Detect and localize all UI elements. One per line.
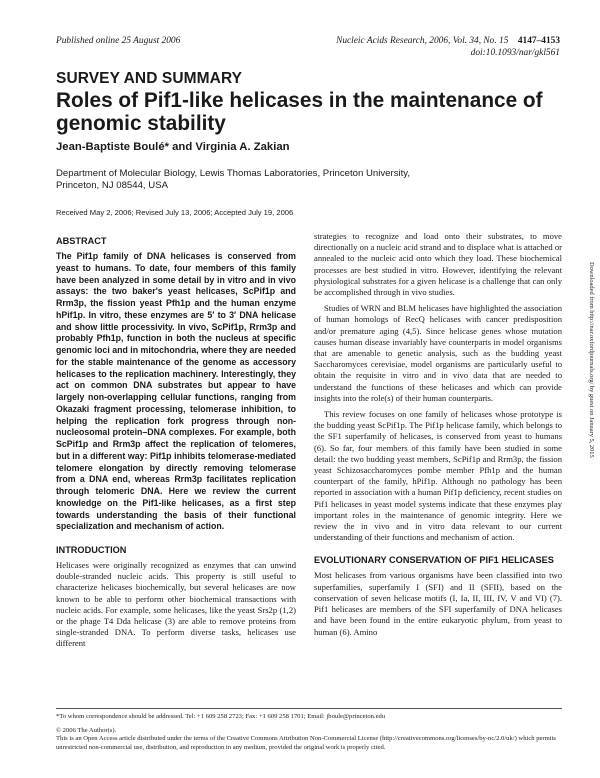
footnote-rule [56, 708, 562, 709]
body-paragraph: Studies of WRN and BLM helicases have highlighted the association of human homologs of RecQ helicases with cancer predisposition and/or premature aging (4,5). Since helicase genes whose mutation causes human disease invariably have counterparts in model organisms that are amenable to genetic analysis, such as the budding yeast Saccharomyces cerevisiae, model organisms are particularly useful to obtain the requisite in vitro and in vivo data that are needed to understand the functions of these helicases and which can provide insights into the role(s) of their human counterparts. [314, 303, 562, 403]
body-paragraph: strategies to recognize and load onto their substrates, to move directionally on a nucleic acid strand and to displace what is attached or annealed to the nucleic acid onto which they load. These biochemical processes are best studied in vitro. However, identifying the relevant physiological substrates for a given helicase is a challenge that can only be accomplished through in vivo studies. [314, 231, 562, 298]
evolution-heading: EVOLUTIONARY CONSERVATION OF PIF1 HELICASES [314, 555, 554, 566]
body-paragraph: Most helicases from various organisms have been classified into two superfamilies, superfamily I (SFI) and II (SFII), based on the conservation of seven helicase motifs (I, Ia, II, III, IV, V and VI) (7). Pif1 helicases are members of the SFI superfamily of DNA helicases and have been found in the entire eukaryotic phylum, from yeast to human (6). Amino [314, 570, 562, 637]
page-range: 4147–4153 [517, 36, 560, 46]
body-paragraph: This review focuses on one family of helicases whose prototype is the budding yeast ScPif1p. The Pif1p helicase family, which belongs to the SF1 superfamily of helicases, is conserved from yeast to humans (6). So far, four members of this family have been studied in some detail: the two budding yeast members, ScPif1p and Rrm3p, the fission yeast Schizosaccharomyces pombe member Pfh1p and the human counterpart of the family, hPif1p. Although no pathology has been reported in association with a human Pif1p deficiency, recent studies on Pif1 helicases in yeast model systems indicate that these enzymes play important roles in the maintenance of genomic integrity. Here we review the in vivo and in vitro data relevant to our current understanding of their functions and mechanism of action. [314, 409, 562, 543]
published-date: Published online 25 August 2006 [56, 36, 181, 46]
received-dates: Received May 2, 2006; Revised July 13, 2006; Accepted July 19, 2006 [56, 208, 294, 217]
journal-header [336, 36, 560, 59]
abstract-text: The Pif1p family of DNA helicases is conserved from yeast to humans. To date, four members of this family have been analyzed in some detail by in vitro and in vivo assays: the two baker's yeast helicases, ScPif1p and Rrm3p, the fission yeast Pfh1p and the human enzyme hPif1p. In vitro, these enzymes are 5′ to 3′ DNA helicase and show little processivity. In vivo, ScPif1p, Rrm3p and probably Pfh1p, function in both the nucleus at specific genomic loci and in mitochondria, where they are needed for the stable maintenance of the genome as accessory helicases to the replication machinery. Interestingly, they act on common DNA substrates but appear to have largely non-overlapping cellular functions, ranging from Okazaki fragment processing, telomerase inhibition, to helping the replication fork progress through non-nucleosomal protein–DNA complexes. For example, both ScPif1p and Rrm3p affect the replication of telomeres, but in a different way: Pif1p inhibits telomerase-mediated telomere elongation by directly removing telomerase from a DNA end, whereas Rrm3p facilitates replication through telomeric DNA. Here we review the current knowledge on the Pif1-like helicases, as a first step towards understanding the basis of their functional specialization and mechanism of action. [56, 251, 297, 532]
section-tag: SURVEY AND SUMMARY [56, 70, 243, 87]
copyright-note: © 2006 The Author(s). [56, 726, 117, 734]
introduction-text: Helicases were originally recognized as enzymes that can unwind double-stranded nucleic acids. This property is still useful to characterize helicases biochemically, but several helicases are now known to be able to perform other biochemical transactions with nucleic acids. For example, some helicases, like the yeast Srs2p (1,2) or the phage T4 Dda helicase (3) are able to remove proteins from single-stranded DNA. To perform diverse tasks, helicases use different [56, 560, 296, 649]
introduction-heading: INTRODUCTION [56, 545, 127, 555]
author-list: Jean-Baptiste Boulé* and Virginia A. Zakian [56, 141, 290, 153]
footnotes [56, 713, 562, 752]
article-title: Roles of Pif1-like helicases in the maintenance of genomic stability [56, 89, 543, 135]
right-column [314, 231, 562, 638]
doi: doi:10.1093/nar/gkl561 [470, 47, 560, 58]
side-note-text: Downloaded from http://nar.oxfordjournals.org/ by guest on January 5, 2015 [588, 262, 595, 458]
download-side-note [583, 262, 593, 592]
left-column [56, 236, 296, 650]
affiliation: Department of Molecular Biology, Lewis Thomas Laboratories, Princeton University, Princeton, NJ 08544, USA [56, 168, 411, 192]
correspondence-note: *To whom correspondence should be addressed. Tel: +1 609 258 2723; Fax: +1 609 258 1701; Email: jboule@princeton.edu [56, 713, 386, 720]
license-note: This is an Open Access article distributed under the terms of the Creative Commons Attribution Non-Commercial License (http://creativecommons.org/licenses/by-nc/2.0/uk/) which permits unrestricted non-commercial use, distribution, and reproduction in any medium, provided the original work is properly cited. [56, 735, 556, 751]
journal-citation: Nucleic Acids Research, 2006, Vol. 34, No. 15 [336, 36, 509, 46]
side-note-svg [583, 262, 593, 592]
abstract-heading: ABSTRACT [56, 236, 107, 246]
